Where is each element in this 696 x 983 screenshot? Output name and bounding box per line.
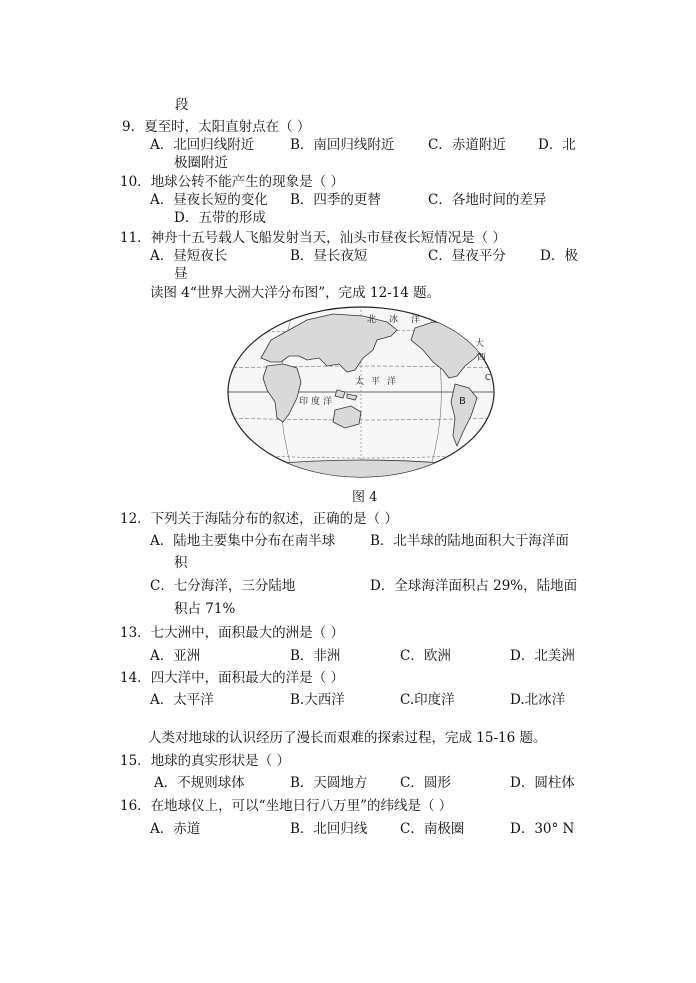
question-number: 11． [120, 230, 151, 246]
option-a: A．太平洋 [150, 692, 214, 708]
option-c: C.印度洋 [400, 692, 455, 708]
option-c: C．赤道附近 [428, 137, 506, 153]
question-stem: 地球的真实形状是（ ） [150, 753, 290, 769]
option-c: C．七分海洋，三分陆地 [150, 578, 296, 594]
option-a: A．昼短夜长 [150, 248, 228, 264]
north-ice-label-1: 北 [367, 315, 377, 325]
option-a: A．昼夜长短的变化 [150, 192, 268, 208]
question-number: 13． [120, 625, 151, 641]
world-map-figure [227, 306, 495, 478]
question-16 [120, 797, 452, 815]
question-number: 16． [120, 798, 151, 814]
map-instruction: 读图 4“世界大洲大洋分布图”，完成 12-14 题。 [150, 285, 441, 301]
section-instruction: 人类对地球的认识经历了漫长而艰难的探索过程，完成 15-16 题。 [148, 730, 547, 746]
pacific-label-2: 平 [371, 377, 381, 387]
option-b: B．北回归线 [290, 821, 368, 837]
question-stem: 夏至时，太阳直射点在（ ） [144, 119, 311, 135]
indian-label-1: 印 [299, 397, 309, 407]
antarctica-landmass [247, 460, 477, 478]
option-b: B．昼长夜短 [290, 248, 368, 264]
question-12 [120, 510, 398, 528]
question-9 [122, 118, 310, 136]
question-number: 14． [120, 670, 151, 686]
question-14 [120, 669, 344, 687]
question-stem: 七大洲中，面积最大的洲是（ ） [150, 625, 344, 641]
indian-label-3: 洋 [323, 397, 333, 407]
option-a: A．陆地主要集中分布在南半球 [150, 533, 336, 549]
question-number: 15． [120, 753, 151, 769]
option-b: B．南回归线附近 [290, 137, 395, 153]
north-ice-label-3: 洋 [411, 315, 421, 325]
option-c: C．各地时间的差异 [428, 192, 547, 208]
option-d: D．圆柱体 [510, 775, 575, 791]
option-b: B．四季的更替 [290, 192, 381, 208]
greenland-landmass [441, 310, 463, 324]
indian-label-2: 度 [311, 397, 321, 407]
figure-caption: 图 4 [352, 490, 378, 505]
option-c: C．南极圈 [400, 821, 465, 837]
label-c: C [485, 373, 491, 382]
option-d: D．北美洲 [510, 648, 575, 664]
option-c: C．欧洲 [400, 648, 451, 664]
option-a: A．亚洲 [150, 648, 201, 664]
question-stem: 下列关于海陆分布的叙述，正确的是（ ） [150, 511, 398, 527]
option-d: D．30° N [510, 821, 575, 837]
world-map [227, 306, 495, 478]
question-stem: 在地球仪上，可以“坐地日行八万里”的纬线是（ ） [150, 798, 453, 814]
option-b: B．北半球的陆地面积大于海洋面 [370, 533, 569, 549]
option-d: D.北冰洋 [510, 692, 566, 708]
option-d: D．北 [538, 137, 576, 153]
option-c: C．圆形 [400, 775, 451, 791]
option-a: A．赤道 [150, 821, 201, 837]
option-d-continued: 昼 [174, 266, 188, 282]
option-b: B.大西洋 [290, 692, 345, 708]
atlantic-label-da: 大 [475, 339, 485, 349]
option-a: A．北回归线附近 [150, 137, 255, 153]
label-b: B [459, 396, 466, 407]
option-a: A．不规则球体 [154, 775, 245, 791]
atlantic-label-xi: 西 [477, 353, 487, 363]
option-c: C．昼夜平分 [428, 248, 506, 264]
question-15 [120, 752, 290, 770]
question-stem: 四大洋中，面积最大的洋是（ ） [150, 670, 344, 686]
north-ice-label-2: 冰 [389, 315, 399, 325]
question-number: 9． [122, 119, 145, 135]
option-d: D．五带的形成 [174, 210, 266, 226]
option-d-continued: 积占 71% [174, 601, 236, 617]
question-stem: 神舟十五号载人飞船发射当天，汕头市昼夜长短情况是（ ） [150, 230, 506, 246]
pacific-label-3: 洋 [387, 377, 397, 387]
question-stem: 地球公转不能产生的现象是（ ） [150, 174, 344, 190]
question-11 [120, 229, 506, 247]
question-number: 10． [120, 174, 151, 190]
option-d: D．极 [540, 248, 578, 264]
option-d-continued: 极圈附近 [174, 155, 228, 171]
question-10 [120, 173, 344, 191]
option-b: B．非洲 [290, 648, 341, 664]
question-13 [120, 624, 344, 642]
continued-text-fragment: 段 [175, 97, 189, 113]
pacific-label-1: 太 [355, 377, 365, 387]
option-d: D．全球海洋面积占 29%，陆地面 [370, 578, 578, 594]
option-b-continued: 积 [174, 555, 188, 571]
question-number: 12． [120, 511, 151, 527]
option-b: B．天圆地方 [290, 775, 368, 791]
